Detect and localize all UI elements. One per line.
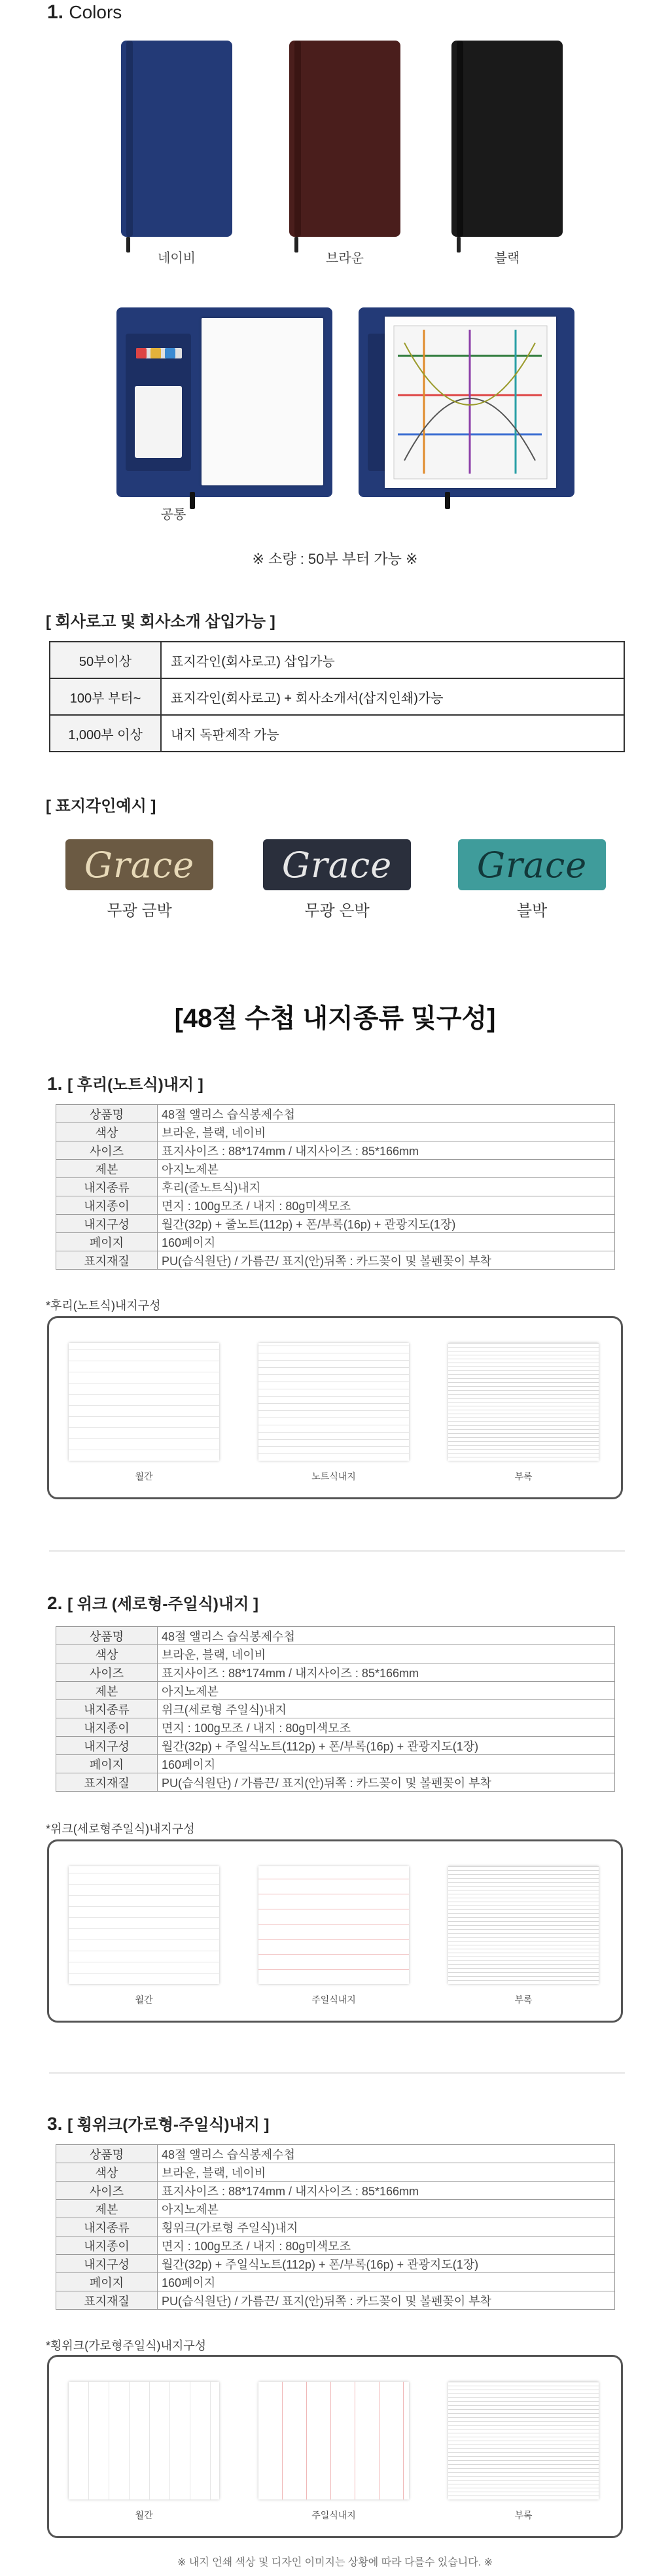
table-row: [56, 2237, 615, 2255]
section-divider: [49, 1550, 625, 1552]
color-label-navy: 네이비: [158, 251, 196, 266]
spec-key: 내지종류: [56, 1178, 158, 1196]
spec-key: 상품명: [56, 1627, 158, 1645]
spec-value: PU(습식원단) / 가름끈/ 표지(안)뒤쪽 : 카드꽂이 및 볼펜꽂이 부착: [158, 1773, 615, 1792]
spec-key: 내지종이: [56, 2237, 158, 2255]
insert-table: [49, 641, 625, 752]
table-row: [56, 1663, 615, 1682]
spec-key: 표지재질: [56, 1773, 158, 1792]
table-row: [50, 678, 624, 715]
spec3-preview: [47, 2355, 623, 2538]
appendix-page-image: [448, 2382, 599, 2499]
spec-key: 표지재질: [56, 2291, 158, 2310]
spec-key: 페이지: [56, 1755, 158, 1773]
spec3-title: [47, 2112, 269, 2134]
table-row: [56, 1160, 615, 1178]
insert-heading: [ 회사로고 및 회사소개 삽입가능 ]: [46, 613, 275, 631]
table-row: [56, 1215, 615, 1233]
spec-key: 사이즈: [56, 1141, 158, 1160]
table-row: [56, 2291, 615, 2310]
emboss-heading: [ 표지각인예시 ]: [46, 797, 156, 815]
spec-key: 색상: [56, 2163, 158, 2182]
spec1-title-text: [ 후리(노트식)내지 ]: [67, 1076, 203, 1094]
footnote: ※ 내지 언쇄 색상 및 디자인 이미지는 상황에 따라 다를수 있습니다. ※: [177, 2557, 493, 2568]
colors-heading: [47, 1, 122, 24]
spec1-table: [56, 1104, 615, 1270]
spec-key: 내지종류: [56, 1700, 158, 1718]
spec3-caption: *횡위크(가로형주일식)내지구성: [46, 2339, 207, 2352]
spec-key: 제본: [56, 2200, 158, 2218]
insert-key: 100부 부터~: [50, 678, 161, 715]
spec-value: 월간(32p) + 주일식노트(112p) + 폰/부록(16p) + 관광지도(1장): [158, 1737, 615, 1755]
spec-key: 내지구성: [56, 2255, 158, 2273]
table-row: [50, 715, 624, 752]
spec2-table: [56, 1626, 615, 1792]
spec-key: 상품명: [56, 2145, 158, 2163]
spec-value: PU(습식원단) / 가름끈/ 표지(안)뒤쪽 : 카드꽂이 및 볼펜꽂이 부착: [158, 1251, 615, 1270]
spec-value: 표지사이즈 : 88*174mm / 내지사이즈 : 85*166mm: [158, 1141, 615, 1160]
monthly-page-image: [69, 1866, 219, 1984]
spec-value: 브라운, 블랙, 네이비: [158, 1123, 615, 1141]
min-order-note: ※ 소량 : 50부 부터 가능 ※: [252, 551, 418, 567]
brown-cover: [289, 41, 400, 237]
insert-key: 50부이상: [50, 642, 161, 678]
spec-key: 제본: [56, 1160, 158, 1178]
subway-map-icon: [385, 317, 556, 488]
spec3-number: 3.: [47, 2114, 63, 2134]
spec-key: 색상: [56, 1645, 158, 1663]
page-label: 노트식내지: [311, 1471, 356, 1482]
spec-value: 160페이지: [158, 2273, 615, 2291]
table-row: [56, 1123, 615, 1141]
table-row: [56, 2145, 615, 2163]
table-row: [56, 1737, 615, 1755]
spec-key: 페이지: [56, 2273, 158, 2291]
table-row: [56, 1141, 615, 1160]
insert-value: 표지각인(회사로고) + 회사소개서(삽지인쇄)가능: [161, 678, 624, 715]
spec-key: 페이지: [56, 1233, 158, 1251]
common-label: 공통: [160, 508, 186, 522]
blind-emboss-sample: Grace: [458, 839, 606, 890]
main-title: [48절 수첩 내지종류 및구성]: [174, 1004, 496, 1033]
table-row: [56, 2218, 615, 2237]
spec1-caption: *후리(노트식)내지구성: [46, 1299, 161, 1312]
insert-value: 표지각인(회사로고) 삽입가능: [161, 642, 624, 678]
spec2-title: [47, 1591, 258, 1614]
spec-key: 내지종류: [56, 2218, 158, 2237]
black-cover: [451, 41, 563, 237]
open-diary-map: [359, 307, 574, 497]
open-diary-cards: [116, 307, 332, 497]
spec3-title-text: [ 횡위크(가로형-주일식)내지 ]: [67, 2116, 270, 2134]
appendix-page-image: [448, 1866, 599, 1984]
table-row: [56, 2163, 615, 2182]
spec-key: 사이즈: [56, 2182, 158, 2200]
spec2-number: 2.: [47, 1593, 63, 1613]
insert-value: 내지 독판제작 가능: [161, 715, 624, 752]
spec-value: 면지 : 100g모조 / 내지 : 80g미색모조: [158, 2237, 615, 2255]
page-label: 월간: [135, 2510, 153, 2520]
insert-key: 1,000부 이상: [50, 715, 161, 752]
emboss-label-silver: 무광 은박: [304, 902, 370, 920]
spec-value: 160페이지: [158, 1755, 615, 1773]
monthly-page-image: [69, 1343, 219, 1461]
spec-value: 48절 앨리스 습식봉제수첩: [158, 1105, 615, 1123]
spec-value: 면지 : 100g모조 / 내지 : 80g미색모조: [158, 1196, 615, 1215]
spec2-caption: *위크(세로형주일식)내지구성: [46, 1822, 195, 1836]
spec-key: 내지종이: [56, 1718, 158, 1737]
table-row: [56, 1196, 615, 1215]
spec-value: 횡위크(가로형 주일식)내지: [158, 2218, 615, 2237]
spec-value: 표지사이즈 : 88*174mm / 내지사이즈 : 85*166mm: [158, 1663, 615, 1682]
appendix-page-image: [448, 1343, 599, 1461]
spec-key: 사이즈: [56, 1663, 158, 1682]
spec-value: 면지 : 100g모조 / 내지 : 80g미색모조: [158, 1718, 615, 1737]
silver-emboss-sample: Grace: [263, 839, 411, 890]
table-row: [56, 1718, 615, 1737]
spec2-title-text: [ 위크 (세로형-주일식)내지 ]: [67, 1595, 258, 1613]
table-row: [56, 1251, 615, 1270]
table-row: [56, 1773, 615, 1792]
spec-key: 색상: [56, 1123, 158, 1141]
table-row: [56, 2273, 615, 2291]
spec1-preview: [47, 1316, 623, 1499]
table-row: [56, 2200, 615, 2218]
color-label-black: 블랙: [494, 251, 520, 266]
spec1-title: [47, 1071, 203, 1094]
spec-value: 아지노제본: [158, 1160, 615, 1178]
spec-value: 월간(32p) + 줄노트(112p) + 폰/부록(16p) + 관광지도(1장): [158, 1215, 615, 1233]
spec-value: 아지노제본: [158, 2200, 615, 2218]
spec-value: 48절 앨리스 습식봉제수첩: [158, 1627, 615, 1645]
page-label: 주일식내지: [311, 1994, 356, 2005]
spec-value: 표지사이즈 : 88*174mm / 내지사이즈 : 85*166mm: [158, 2182, 615, 2200]
table-row: [56, 1755, 615, 1773]
table-row: [56, 2255, 615, 2273]
emboss-label-gold: 무광 금박: [107, 902, 172, 920]
colors-number: 1.: [47, 1, 64, 23]
page-label: 월간: [135, 1471, 153, 1482]
page-label: 부록: [514, 1994, 533, 2005]
spec-value: 위크(세로형 주일식)내지: [158, 1700, 615, 1718]
spec-value: 48절 앨리스 습식봉제수첩: [158, 2145, 615, 2163]
page-label: 부록: [514, 1471, 533, 1482]
spec3-table: [56, 2144, 615, 2310]
spec-value: PU(습식원단) / 가름끈/ 표지(안)뒤쪽 : 카드꽂이 및 볼펜꽂이 부착: [158, 2291, 615, 2310]
page-label: 주일식내지: [311, 2510, 356, 2520]
spec-value: 160페이지: [158, 1233, 615, 1251]
spec-key: 내지구성: [56, 1737, 158, 1755]
table-row: [56, 1233, 615, 1251]
color-label-brown: 브라운: [326, 251, 364, 266]
note-page-image: [258, 1343, 409, 1461]
spec-key: 내지종이: [56, 1196, 158, 1215]
weekly-page-image: [258, 1866, 409, 1984]
emboss-label-blind: 블박: [516, 902, 548, 920]
spec-key: 상품명: [56, 1105, 158, 1123]
table-row: [56, 1700, 615, 1718]
spec-value: 브라운, 블랙, 네이비: [158, 2163, 615, 2182]
table-row: [56, 1178, 615, 1196]
spec-value: 후리(줄노트식)내지: [158, 1178, 615, 1196]
table-row: [50, 642, 624, 678]
gold-emboss-sample: Grace: [65, 839, 213, 890]
table-row: [56, 1627, 615, 1645]
weekly-page-image: [258, 2382, 409, 2499]
section-divider: [49, 2072, 625, 2074]
spec-key: 표지재질: [56, 1251, 158, 1270]
page-label: 부록: [514, 2510, 533, 2520]
spec-key: 제본: [56, 1682, 158, 1700]
table-row: [56, 2182, 615, 2200]
navy-cover: [121, 41, 232, 237]
page-label: 월간: [135, 1994, 153, 2005]
table-row: [56, 1682, 615, 1700]
spec1-number: 1.: [47, 1073, 63, 1094]
spec2-preview: [47, 1839, 623, 2023]
spec-value: 월간(32p) + 주일식노트(112p) + 폰/부록(16p) + 관광지도(1장): [158, 2255, 615, 2273]
colors-title: Colors: [69, 2, 122, 22]
spec-value: 브라운, 블랙, 네이비: [158, 1645, 615, 1663]
table-row: [56, 1105, 615, 1123]
table-row: [56, 1645, 615, 1663]
monthly-page-image: [69, 2382, 219, 2499]
spec-key: 내지구성: [56, 1215, 158, 1233]
spec-value: 아지노제본: [158, 1682, 615, 1700]
